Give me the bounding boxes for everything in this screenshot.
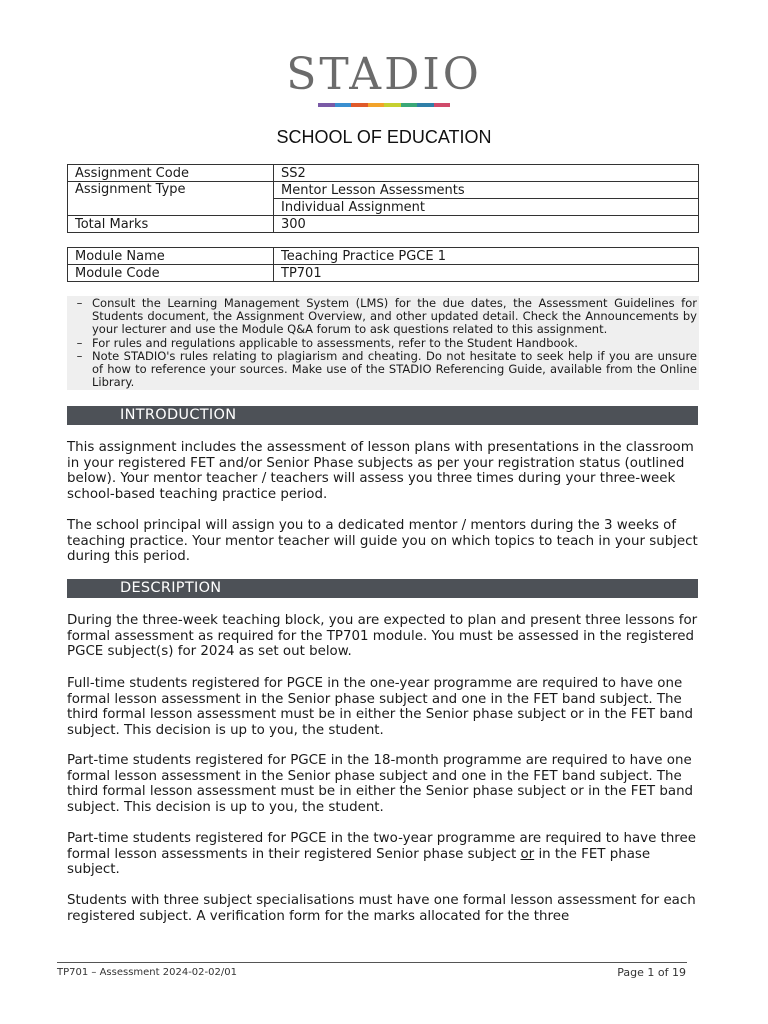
list-item: [67, 297, 697, 337]
logo-color-segment: [417, 103, 434, 107]
total-marks-label: Total Marks: [68, 216, 274, 233]
table-row: [68, 182, 699, 199]
description-heading-text: DESCRIPTION: [120, 580, 222, 596]
description-paragraph-4: [67, 831, 699, 878]
assignment-code-value: SS2: [274, 165, 699, 182]
module-code-value: TP701: [274, 265, 699, 282]
page-total: 19: [672, 966, 686, 979]
introduction-paragraph-2: The school principal will assign you to a dedicated mentor / mentors during the 3 weeks of teaching practice. Your mentor teacher will guide you on which topics to teach in your subject during this period.: [67, 518, 698, 564]
paragraph-text: Part-time students registered for PGCE in the two-year programme are required to have three formal lesson assessments in their registered Senior phase subject: [67, 831, 696, 862]
logo-color-bar: [318, 103, 450, 107]
introduction-heading-text: INTRODUCTION: [120, 407, 237, 423]
table-row: [68, 165, 699, 182]
bullet-dash: –: [76, 296, 83, 310]
notice-text: Note STADIO's rules relating to plagiarism and cheating. Do not hesitate to seek help if you are unsure of how to reference your sources. Make use of the STADIO Referencing Guide, available from the Online Library.: [92, 348, 697, 390]
assignment-code-label: Assignment Code: [68, 165, 274, 182]
list-item: [67, 350, 697, 390]
description-paragraph-2: Full-time students registered for PGCE in the one-year programme are required to have one formal lesson assessment in the Senior phase subject and one in the FET band subject. The third formal lesson assessment must be in either the Senior phase subject or in the FET band subject. This decision is up to you, the student.: [67, 676, 694, 738]
logo-color-segment: [318, 103, 335, 107]
footer-document-id: TP701 – Assessment 2024-02-02/01: [57, 967, 237, 978]
page-label: Page: [617, 966, 644, 979]
page-current: 1: [647, 966, 655, 979]
table-row: [68, 216, 699, 233]
introduction-heading: [67, 406, 698, 425]
module-name-label: Module Name: [68, 248, 274, 265]
logo-color-segment: [401, 103, 418, 107]
assignment-info-table: [67, 164, 699, 233]
description-paragraph-5: Students with three subject specialisations must have one formal lesson assessment for each registered subject. A verification form for the marks allocated for the three: [67, 893, 696, 924]
table-row: [68, 265, 699, 282]
module-code-label: Module Code: [68, 265, 274, 282]
introduction-paragraph-1: This assignment includes the assessment of lesson plans with presentations in the classroom in your registered FET and/or Senior Phase subjects as per your registration status (outlined below). Your mentor teacher / teachers will assess you three times during your three-week school-based teaching practice period.: [67, 440, 694, 502]
module-name-value: Teaching Practice PGCE 1: [274, 248, 699, 265]
logo-color-segment: [351, 103, 368, 107]
logo-wordmark: STADIO: [286, 49, 482, 100]
notice-text: For rules and regulations applicable to assessments, refer to the Student Handbook.: [92, 335, 578, 350]
list-item: [67, 337, 697, 350]
table-row: [68, 248, 699, 265]
page-of-label: of: [657, 966, 669, 979]
assignment-type-value-1: Mentor Lesson Assessments: [274, 182, 699, 199]
description-paragraph-3: Part-time students registered for PGCE in the 18-month programme are required to have one formal lesson assessment in the Senior phase subject and one in the FET band subject. The third formal lesson assessment must be in either the Senior phase subject or in the FET band subject. This decision is up to you, the student.: [67, 753, 694, 815]
notice-box: [67, 296, 699, 390]
notice-text: Consult the Learning Management System (LMS) for the due dates, the Assessment Guidelines for Students document, the Assignment Overview, and other updated detail. Check the Announcements by your lecturer and use the Module Q&A forum to ask questions related to this assignment.: [92, 296, 697, 337]
description-heading: [67, 579, 698, 598]
logo-color-segment: [434, 103, 451, 107]
assignment-type-label: Assignment Type: [68, 182, 274, 216]
total-marks-value: 300: [274, 216, 699, 233]
logo-color-segment: [335, 103, 352, 107]
footer-divider: [57, 962, 687, 963]
module-info-table: [67, 247, 699, 282]
school-title: SCHOOL OF EDUCATION: [276, 127, 492, 147]
description-paragraph-1: During the three-week teaching block, you are expected to plan and present three lessons for formal assessment as required for the TP701 module. You must be assessed in the registered PGCE subject(s) for 2024 as set out below.: [67, 613, 698, 659]
paragraph-text: in the FET phase subject.: [67, 846, 651, 877]
assignment-type-value-2: Individual Assignment: [274, 199, 699, 216]
logo-color-segment: [384, 103, 401, 107]
underlined-or: or: [520, 846, 535, 862]
footer-page-number: [617, 966, 686, 979]
logo-color-segment: [368, 103, 385, 107]
bullet-dash: –: [76, 335, 83, 350]
stadio-logo: [0, 50, 768, 107]
bullet-dash: –: [76, 348, 83, 363]
